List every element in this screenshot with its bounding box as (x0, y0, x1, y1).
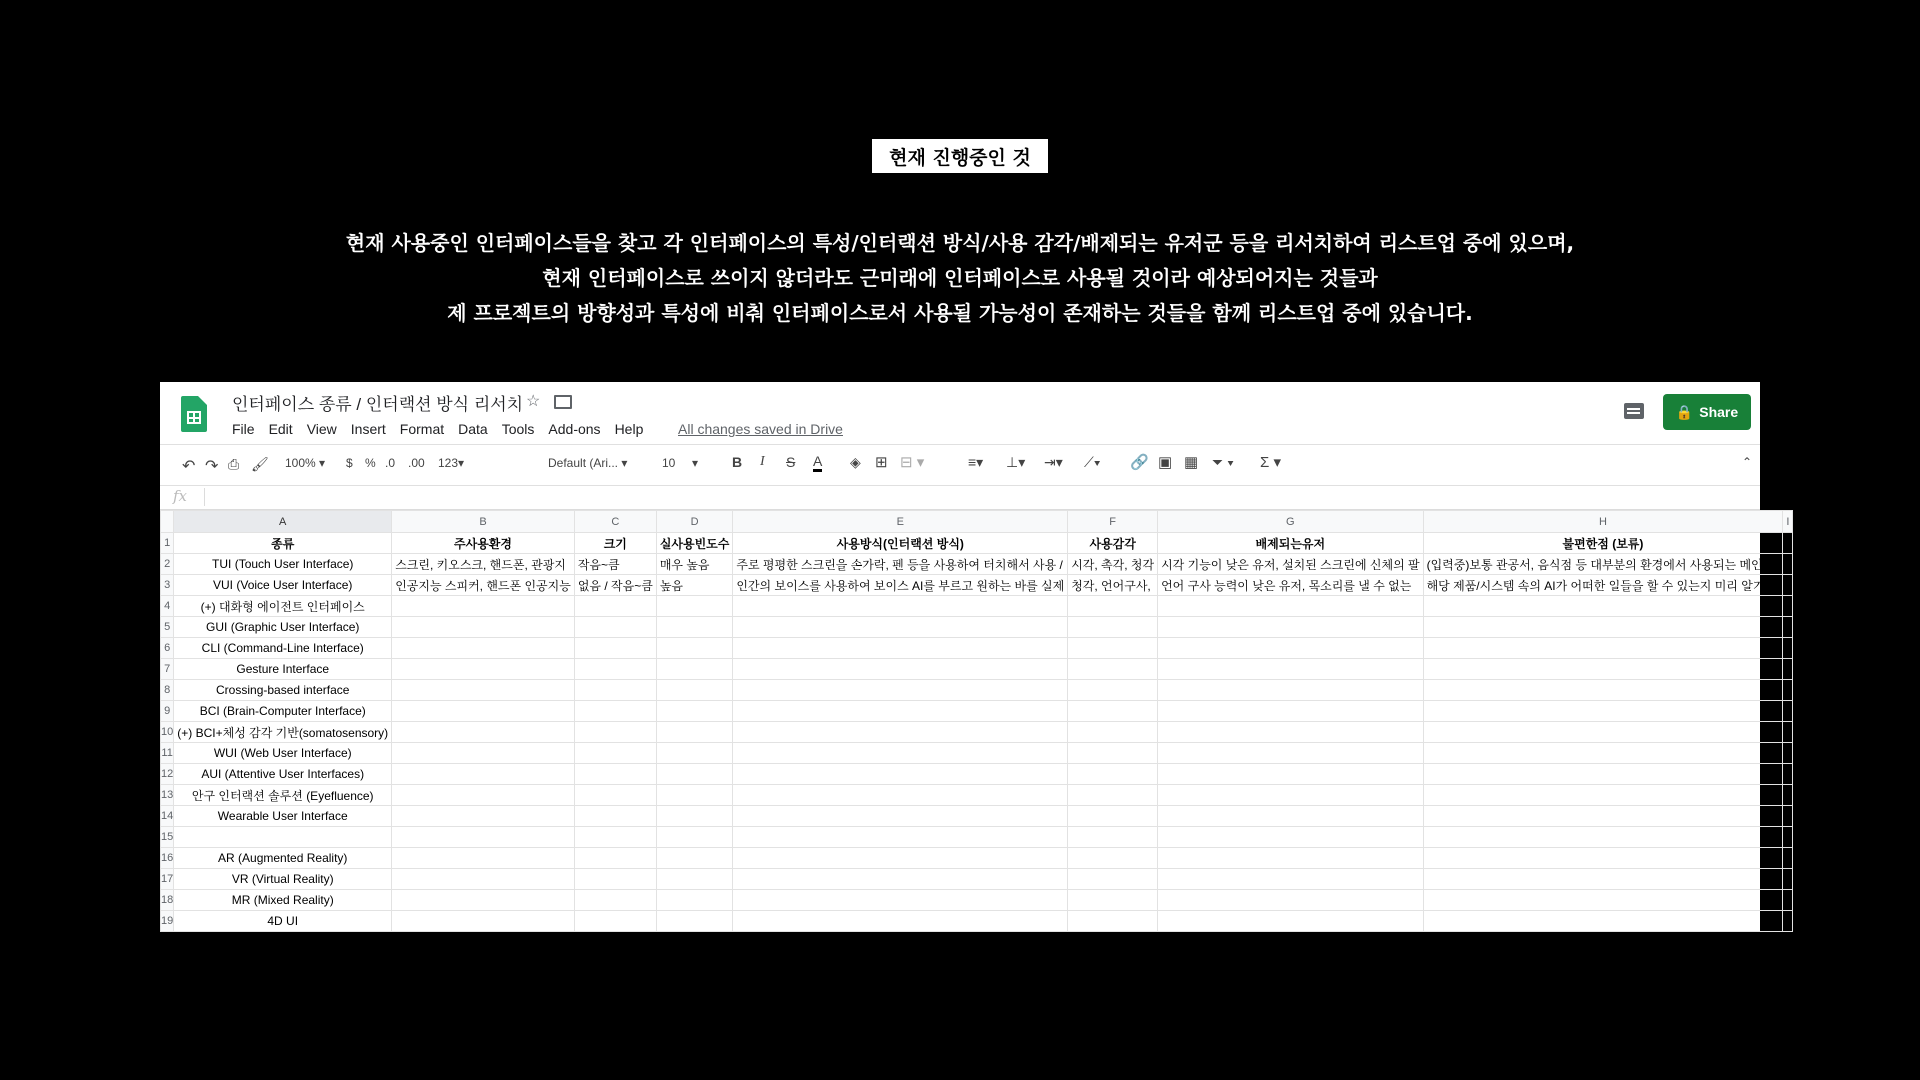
cell[interactable] (574, 806, 656, 827)
cell[interactable] (1783, 575, 1793, 596)
lock-icon: 🔒 (1675, 403, 1694, 420)
redo-icon[interactable]: ↷ (205, 458, 219, 475)
cell[interactable] (1783, 785, 1793, 806)
cell[interactable] (1158, 743, 1424, 764)
percent-button[interactable]: % (365, 456, 376, 470)
cell[interactable]: 청각, 언어구사, (1068, 575, 1158, 596)
cell[interactable] (1783, 848, 1793, 869)
row-number[interactable]: 14 (161, 806, 174, 827)
column-header-row (161, 511, 1793, 533)
cell[interactable] (1423, 764, 1783, 785)
table-row (161, 869, 1793, 890)
text-rotate-icon[interactable]: ⟋▾ (1084, 454, 1101, 470)
cell[interactable]: CLI (Command-Line Interface) (174, 638, 392, 659)
cell[interactable] (392, 869, 575, 890)
cell[interactable] (733, 911, 1068, 932)
cell[interactable] (574, 848, 656, 869)
intro-text (0, 226, 1920, 331)
decrease-decimal-button[interactable]: .0 (385, 456, 396, 470)
cell[interactable]: (+) BCI+체성 감각 기반(somatosensory) (174, 722, 392, 743)
currency-button[interactable]: $ (346, 456, 353, 470)
cell[interactable] (656, 764, 733, 785)
cell[interactable] (656, 701, 733, 722)
number-format-value: 123 (438, 456, 459, 470)
section-badge: 현재 진행중인 것 (872, 139, 1048, 173)
cell[interactable]: 시각 기능이 낮은 유저, 설치된 스크린에 신체의 팔 (1158, 554, 1424, 575)
cell[interactable] (1783, 680, 1793, 701)
cell[interactable]: 불편한점 (보류) (1423, 533, 1783, 554)
cell[interactable]: 언어 구사 능력이 낮은 유저, 목소리를 낼 수 없는 (1158, 575, 1424, 596)
cell[interactable] (733, 806, 1068, 827)
cell[interactable]: (입력중)보통 관공서, 음식점 등 대부분의 환경에서 사용되는 메인 인 (1423, 554, 1783, 575)
cell[interactable] (1068, 869, 1158, 890)
cell[interactable]: 사용감각 (1068, 533, 1158, 554)
cell[interactable] (733, 638, 1068, 659)
table-row (161, 701, 1793, 722)
cell[interactable] (1783, 554, 1793, 575)
borders-icon[interactable]: ⊞ (875, 454, 888, 471)
cell[interactable] (574, 785, 656, 806)
cell[interactable] (656, 722, 733, 743)
cell[interactable]: Crossing-based interface (174, 680, 392, 701)
cell[interactable] (1783, 659, 1793, 680)
table-row (161, 617, 1793, 638)
cell[interactable] (1158, 911, 1424, 932)
cell[interactable] (574, 869, 656, 890)
cell[interactable] (1158, 638, 1424, 659)
cell[interactable] (1423, 596, 1783, 617)
collapse-toolbar-icon[interactable]: ⌃ (1742, 455, 1753, 469)
table-row (161, 890, 1793, 911)
cell[interactable] (656, 827, 733, 848)
cell[interactable] (1783, 722, 1793, 743)
menu-bar (232, 421, 657, 437)
cell[interactable]: 해당 제품/시스템 속의 AI가 어떠한 일들을 할 수 있는지 미리 알기 힘 (1423, 575, 1783, 596)
cell[interactable] (656, 890, 733, 911)
table-row (161, 659, 1793, 680)
cell[interactable] (733, 785, 1068, 806)
formula-bar[interactable] (160, 485, 1760, 510)
cell[interactable] (574, 596, 656, 617)
cell[interactable] (1158, 848, 1424, 869)
cell[interactable] (392, 722, 575, 743)
cell[interactable] (392, 911, 575, 932)
cell[interactable] (656, 659, 733, 680)
cell[interactable] (1068, 617, 1158, 638)
menu-insert[interactable]: Insert (350, 421, 386, 437)
cell[interactable]: 작음~큼 (574, 554, 656, 575)
strikethrough-button[interactable]: S (786, 454, 796, 470)
cell[interactable] (574, 743, 656, 764)
table-row (161, 743, 1793, 764)
undo-icon[interactable]: ↶ (182, 458, 196, 475)
cell[interactable] (1423, 806, 1783, 827)
cell[interactable]: BCI (Brain-Computer Interface) (174, 701, 392, 722)
cell[interactable]: MR (Mixed Reality) (174, 890, 392, 911)
cell[interactable]: 주사용환경 (392, 533, 575, 554)
cell[interactable]: Wearable User Interface (174, 806, 392, 827)
cell[interactable] (1783, 827, 1793, 848)
cell[interactable] (1158, 680, 1424, 701)
cell[interactable] (1783, 911, 1793, 932)
functions-icon[interactable]: Σ ▾ (1260, 454, 1281, 471)
cell[interactable] (392, 848, 575, 869)
cell[interactable] (1158, 701, 1424, 722)
table-row (161, 764, 1793, 785)
cell[interactable] (392, 638, 575, 659)
comment-icon[interactable] (1624, 403, 1644, 419)
cell[interactable] (574, 617, 656, 638)
insert-comment-icon[interactable]: ▣ (1158, 454, 1173, 471)
row-number[interactable]: 16 (161, 848, 174, 869)
cell[interactable] (1783, 617, 1793, 638)
cell[interactable] (1783, 764, 1793, 785)
table-row (161, 533, 1793, 554)
table-row (161, 596, 1793, 617)
cell[interactable] (1068, 764, 1158, 785)
sheet-grid (160, 510, 1793, 932)
sheets-logo-icon[interactable] (181, 396, 207, 432)
column-header-f[interactable]: F (1068, 511, 1158, 533)
menu-edit[interactable]: Edit (268, 421, 293, 437)
cell[interactable] (1423, 743, 1783, 764)
table-row (161, 575, 1793, 596)
font-size-select[interactable]: 10 ▾ (662, 456, 699, 470)
cell[interactable] (392, 785, 575, 806)
align-horizontal-icon[interactable]: ≡▾ (968, 454, 984, 470)
zoom-value: 100% (285, 456, 316, 470)
cell[interactable]: WUI (Web User Interface) (174, 743, 392, 764)
cell[interactable]: 안구 인터랙션 솔루션 (Eyefluence) (174, 785, 392, 806)
cell[interactable] (174, 827, 392, 848)
font-size-value: 10 (662, 456, 676, 470)
cell[interactable] (733, 617, 1068, 638)
row-number[interactable]: 17 (161, 869, 174, 890)
cell[interactable]: 배제되는유저 (1158, 533, 1424, 554)
cell[interactable] (656, 743, 733, 764)
move-folder-icon[interactable] (554, 395, 572, 409)
fill-color-icon[interactable]: ◈ (850, 454, 861, 470)
cell[interactable]: 높음 (656, 575, 733, 596)
column-header-a[interactable]: A (174, 511, 392, 533)
cell[interactable] (733, 848, 1068, 869)
font-value: Default (Ari... (548, 456, 619, 470)
cell[interactable] (574, 638, 656, 659)
cell[interactable]: VR (Virtual Reality) (174, 869, 392, 890)
cell[interactable] (1783, 869, 1793, 890)
cell[interactable] (1068, 680, 1158, 701)
intro-line: 제 프로젝트의 방향성과 특성에 비춰 인터페이스로서 사용될 가능성이 존재하는 것들을 함께 리스트업 중에 있습니다. (447, 301, 1473, 325)
table-row (161, 554, 1793, 575)
menu-view[interactable]: View (306, 421, 337, 437)
cell[interactable] (1068, 701, 1158, 722)
text-color-button[interactable]: A (813, 453, 822, 472)
cell[interactable] (1783, 533, 1793, 554)
cell[interactable] (656, 848, 733, 869)
row-number[interactable]: 1 (161, 533, 174, 554)
cell[interactable] (656, 617, 733, 638)
row-number[interactable]: 8 (161, 680, 174, 701)
cell[interactable] (1068, 722, 1158, 743)
cell[interactable] (733, 659, 1068, 680)
paint-format-icon[interactable]: 🖌 (251, 456, 269, 472)
cell[interactable] (574, 722, 656, 743)
cell[interactable] (574, 827, 656, 848)
cell[interactable]: TUI (Touch User Interface) (174, 554, 392, 575)
cell[interactable] (1423, 680, 1783, 701)
spreadsheet-window (160, 382, 1790, 932)
cell[interactable]: VUI (Voice User Interface) (174, 575, 392, 596)
cell[interactable] (1783, 701, 1793, 722)
filter-icon[interactable]: ⏷ ▾ (1212, 454, 1234, 470)
cell[interactable] (574, 764, 656, 785)
cell[interactable] (1158, 659, 1424, 680)
cell[interactable] (733, 764, 1068, 785)
table-row (161, 722, 1793, 743)
row-number[interactable]: 5 (161, 617, 174, 638)
cell[interactable] (1158, 785, 1424, 806)
cell[interactable]: 실사용빈도수 (656, 533, 733, 554)
cell[interactable] (574, 701, 656, 722)
cell[interactable] (1423, 848, 1783, 869)
zoom-select[interactable]: 100% ▾ (285, 456, 326, 470)
cell[interactable] (392, 701, 575, 722)
cell[interactable] (1783, 743, 1793, 764)
row-number[interactable]: 6 (161, 638, 174, 659)
cell[interactable]: 인간의 보이스를 사용하여 보이스 AI를 부르고 원하는 바를 실제 (733, 575, 1068, 596)
cell[interactable] (1068, 638, 1158, 659)
cell[interactable]: 인공지능 스피커, 핸드폰 인공지능 (392, 575, 575, 596)
table-row (161, 638, 1793, 659)
menu-data[interactable]: Data (458, 421, 488, 437)
cell[interactable]: AR (Augmented Reality) (174, 848, 392, 869)
cell[interactable] (392, 806, 575, 827)
column-header-c[interactable]: C (574, 511, 656, 533)
cell[interactable]: (+) 대화형 에이전트 인터페이스 (174, 596, 392, 617)
align-vertical-icon[interactable]: ⊥▾ (1006, 454, 1026, 470)
cell[interactable] (1158, 869, 1424, 890)
cell[interactable] (733, 869, 1068, 890)
cell[interactable] (1068, 659, 1158, 680)
row-number[interactable]: 15 (161, 827, 174, 848)
row-number[interactable]: 13 (161, 785, 174, 806)
intro-line: 현재 인터페이스로 쓰이지 않더라도 근미래에 인터페이스로 사용될 것이라 예상되어지는 것들과 (542, 266, 1378, 290)
cell[interactable] (1423, 701, 1783, 722)
cell[interactable] (392, 890, 575, 911)
table-row (161, 806, 1793, 827)
cell[interactable] (733, 890, 1068, 911)
row-number[interactable]: 2 (161, 554, 174, 575)
row-number[interactable]: 12 (161, 764, 174, 785)
cell[interactable] (392, 659, 575, 680)
cell[interactable]: 사용방식(인터랙션 방식) (733, 533, 1068, 554)
row-number[interactable]: 3 (161, 575, 174, 596)
cell[interactable] (1783, 890, 1793, 911)
cell[interactable]: 크기 (574, 533, 656, 554)
cell[interactable] (1783, 806, 1793, 827)
star-icon[interactable]: ☆ (526, 393, 541, 410)
column-header-d[interactable]: D (656, 511, 733, 533)
merge-cells-icon[interactable]: ⊟ ▾ (900, 454, 925, 471)
cell[interactable] (656, 869, 733, 890)
row-number[interactable]: 7 (161, 659, 174, 680)
column-header-b[interactable]: B (392, 511, 575, 533)
menu-addons[interactable]: Add-ons (548, 421, 601, 437)
cell[interactable]: GUI (Graphic User Interface) (174, 617, 392, 638)
cell[interactable] (574, 890, 656, 911)
cell[interactable]: 주로 평평한 스크린을 손가락, 펜 등을 사용하여 터치해서 사용 / (733, 554, 1068, 575)
cell[interactable] (1068, 743, 1158, 764)
cell[interactable] (656, 596, 733, 617)
cell[interactable] (392, 680, 575, 701)
column-header-e[interactable]: E (733, 511, 1068, 533)
cell[interactable]: 매우 높음 (656, 554, 733, 575)
cell[interactable] (1423, 617, 1783, 638)
cell[interactable]: 4D UI (174, 911, 392, 932)
cell[interactable] (392, 827, 575, 848)
italic-button[interactable]: I (760, 454, 765, 469)
cell[interactable] (1423, 869, 1783, 890)
cell[interactable] (1068, 890, 1158, 911)
link-icon[interactable]: 🔗 (1130, 454, 1149, 471)
cell[interactable]: Gesture Interface (174, 659, 392, 680)
cell[interactable] (1423, 911, 1783, 932)
cell[interactable] (656, 680, 733, 701)
cell[interactable]: 없음 / 작음~큼 (574, 575, 656, 596)
row-number[interactable]: 4 (161, 596, 174, 617)
cell[interactable] (1783, 596, 1793, 617)
cell[interactable] (392, 617, 575, 638)
font-select[interactable]: Default (Ari... ▾ (548, 456, 628, 470)
cell[interactable]: 종류 (174, 533, 392, 554)
cell[interactable] (1423, 659, 1783, 680)
cell[interactable] (733, 680, 1068, 701)
cell[interactable] (656, 806, 733, 827)
document-title[interactable]: 인터페이스 종류 / 인터랙션 방식 리서치 (232, 395, 524, 414)
table-row (161, 785, 1793, 806)
row-number[interactable]: 18 (161, 890, 174, 911)
menu-help[interactable]: Help (614, 421, 644, 437)
cell[interactable] (656, 911, 733, 932)
menu-file[interactable]: File (232, 421, 255, 437)
cell[interactable] (1158, 617, 1424, 638)
cell[interactable] (1158, 596, 1424, 617)
cell[interactable] (1158, 890, 1424, 911)
cell[interactable] (1423, 827, 1783, 848)
toolbar (160, 444, 1760, 486)
row-number[interactable]: 10 (161, 722, 174, 743)
cell[interactable] (733, 743, 1068, 764)
table-row (161, 680, 1793, 701)
row-number[interactable]: 11 (161, 743, 174, 764)
menu-tools[interactable]: Tools (501, 421, 535, 437)
print-icon[interactable]: ⎙ (228, 456, 240, 472)
save-status-link[interactable]: All changes saved in Drive (678, 421, 843, 437)
cell[interactable] (1068, 785, 1158, 806)
cell[interactable] (656, 785, 733, 806)
cell[interactable] (1068, 848, 1158, 869)
cell[interactable] (1158, 764, 1424, 785)
intro-line: 현재 사용중인 인터페이스들을 찾고 각 인터페이스의 특성/인터랙션 방식/사용 감각/배제되는 유저군 등을 리서치하여 리스트업 중에 있으며, (345, 231, 1575, 255)
cell[interactable] (392, 596, 575, 617)
column-header-g[interactable]: G (1158, 511, 1424, 533)
cell[interactable] (392, 764, 575, 785)
share-label: Share (1699, 404, 1739, 420)
cell[interactable] (1068, 827, 1158, 848)
cell[interactable]: 스크린, 키오스크, 핸드폰, 관광지 (392, 554, 575, 575)
cell[interactable] (1158, 827, 1424, 848)
cell[interactable] (1068, 806, 1158, 827)
cell[interactable]: 시각, 촉각, 청각 (1068, 554, 1158, 575)
cell[interactable] (733, 701, 1068, 722)
cell[interactable] (574, 680, 656, 701)
cell[interactable] (733, 722, 1068, 743)
cell[interactable] (1068, 596, 1158, 617)
number-format-select[interactable]: 123▾ (438, 456, 465, 470)
cell[interactable] (1783, 638, 1793, 659)
cell[interactable] (574, 659, 656, 680)
table-row (161, 827, 1793, 848)
insert-chart-icon[interactable]: ▦ (1184, 454, 1199, 471)
cell[interactable] (733, 827, 1068, 848)
cell[interactable] (574, 911, 656, 932)
column-header-h[interactable]: H (1423, 511, 1783, 533)
increase-decimal-button[interactable]: .00 (408, 456, 425, 470)
cell[interactable] (1423, 785, 1783, 806)
column-header-i[interactable]: I (1783, 511, 1793, 533)
cell[interactable] (733, 596, 1068, 617)
cell[interactable] (1423, 638, 1783, 659)
cell[interactable] (656, 638, 733, 659)
cell[interactable] (1423, 722, 1783, 743)
share-button[interactable] (1663, 394, 1751, 430)
cell[interactable] (1158, 722, 1424, 743)
cell[interactable] (1158, 806, 1424, 827)
table-row (161, 848, 1793, 869)
bold-button[interactable]: B (732, 454, 743, 470)
menu-format[interactable]: Format (399, 421, 445, 437)
cell[interactable] (1068, 911, 1158, 932)
cell[interactable] (1423, 890, 1783, 911)
row-number[interactable]: 19 (161, 911, 174, 932)
row-number[interactable]: 9 (161, 701, 174, 722)
fx-label: fx (173, 487, 188, 505)
select-all-corner[interactable] (161, 511, 174, 533)
cell[interactable]: AUI (Attentive User Interfaces) (174, 764, 392, 785)
table-row (161, 911, 1793, 932)
text-wrap-icon[interactable]: ⇥▾ (1044, 454, 1063, 470)
cell[interactable] (392, 743, 575, 764)
